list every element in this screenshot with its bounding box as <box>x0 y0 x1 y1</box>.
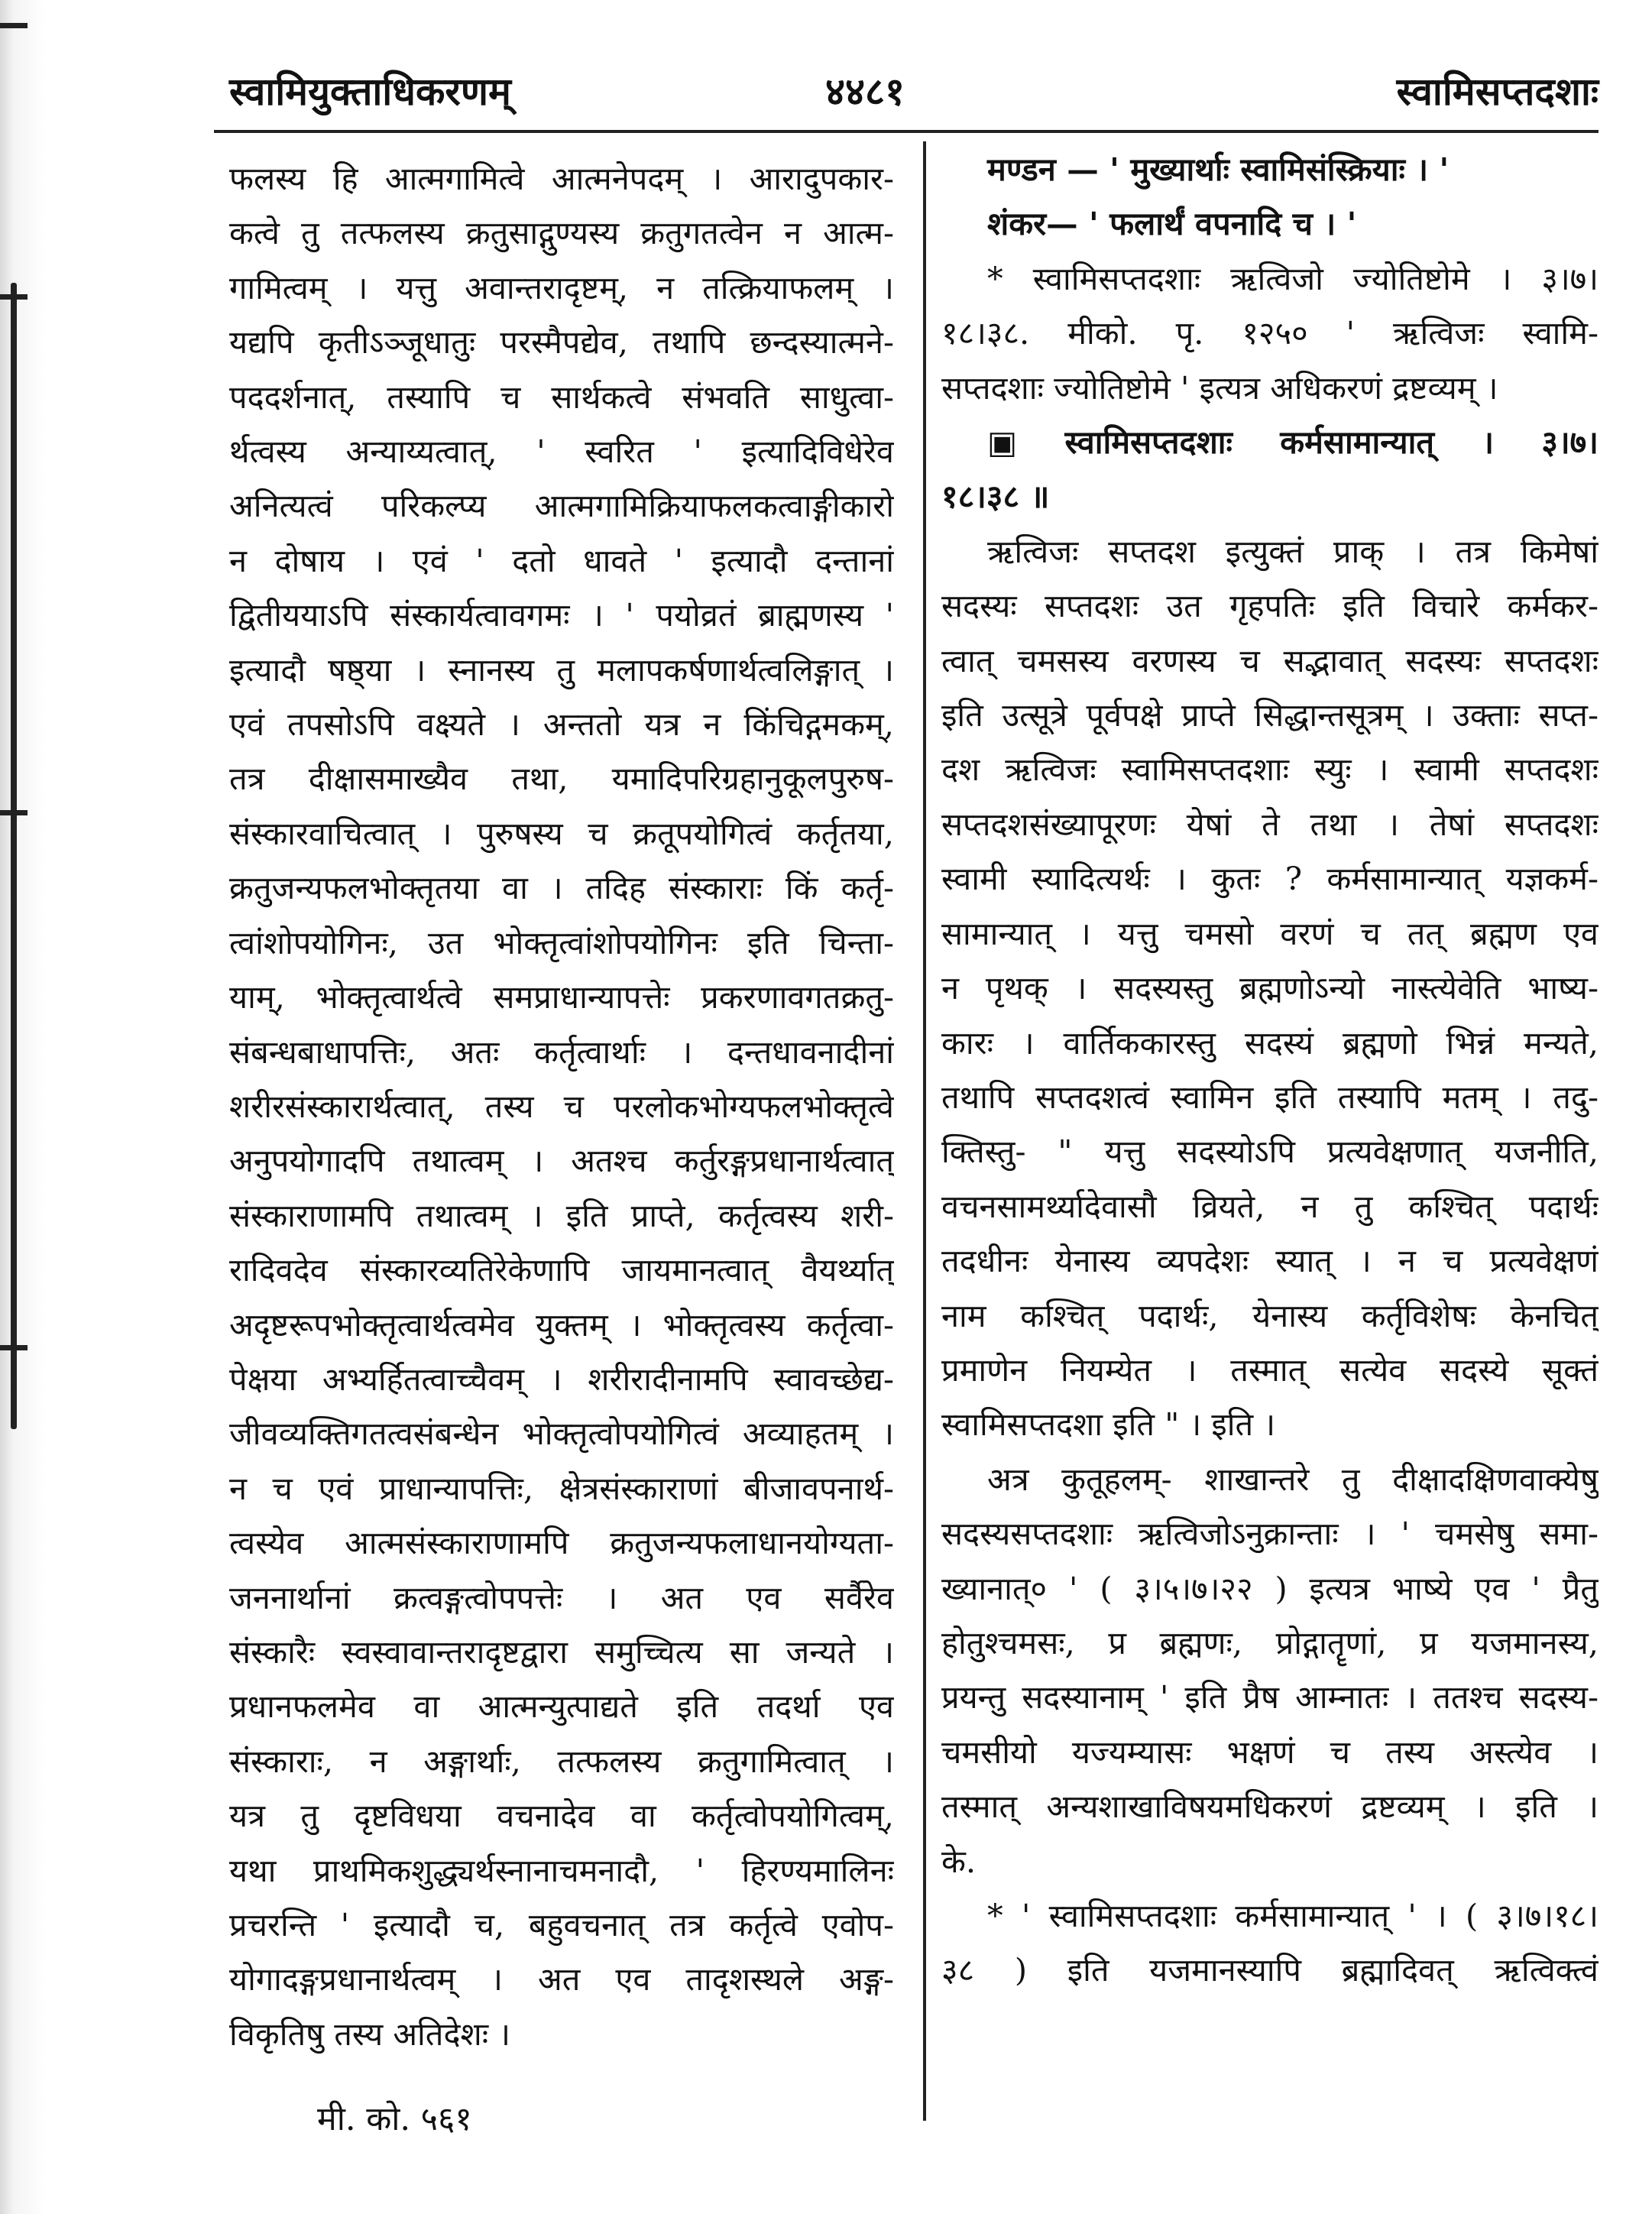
text-line: दश ऋत्विजः स्वामिसप्तदशाः स्युः । स्वामी सप्तदशः <box>941 750 1599 789</box>
text-line: क्तिस्तु- " यत्तु सदस्योऽपि प्रत्यवेक्षणात् यजनीति, <box>941 1133 1599 1171</box>
text-line: अनित्यत्वं परिकल्प्य आत्मगामिक्रियाफलकत्वाङ्गीकारो <box>229 487 894 525</box>
text-line: प्रधानफलमेव वा आत्मन्युत्पाद्यते इति तदर्था एव <box>229 1687 894 1726</box>
text-line: नाम कश्चित् पदार्थः, येनास्य कर्तृविशेषः केनचित् <box>941 1296 1599 1334</box>
text-line: सप्तदशाः ज्योतिष्टोमे ' इत्यत्र अधिकरणं द्रष्टव्यम् । <box>941 368 1498 407</box>
column-divider <box>923 141 926 2121</box>
left-column <box>229 151 894 2061</box>
text-line: होतुश्चमसः, प्र ब्रह्मणः, प्रोद्गातॄणां, प्र यजमानस्य, <box>941 1623 1599 1661</box>
commentary-paragraph <box>941 524 1599 1452</box>
text-line: न पृथक् । सदस्यस्तु ब्रह्मणोऽन्यो नास्त्येवेति भाष्य- <box>941 969 1599 1007</box>
text-line: अदृष्टरूपभोक्तृत्वार्थत्वमेव युक्तम् । भोक्तृत्वस्य कर्तृत्वा- <box>229 1305 894 1344</box>
text-line: ख्यानात्० ' ( ३।५।७।२२ ) इत्यत्र भाष्ये एव ' प्रैतु <box>941 1569 1599 1607</box>
text-line: शरीरसंस्कारार्थत्वात्, तस्य च परलोकभोग्यफलभोक्तृत्वे <box>229 1087 894 1125</box>
binding-tick <box>0 810 28 815</box>
text-line: सामान्यात् । यत्तु चमसो वरणं च तत् ब्रह्मण एव <box>941 914 1599 952</box>
text-line: जननार्थानां क्रत्वङ्गत्वोपपत्तेः । अत एव सर्वैरेव <box>229 1578 894 1616</box>
binding-tick <box>0 294 28 300</box>
text-line: ऋत्विजः सप्तदश इत्युक्तं प्राक् । तत्र किमेषां <box>987 532 1599 570</box>
text-line: संस्कारैः स्वस्वावान्तरादृष्टद्वारा समुच्चित्य सा जन्यते । <box>229 1632 894 1671</box>
binding-rule <box>11 283 17 1429</box>
text-line: १८।३८. मीको. पृ. १२५० ' ऋत्विजः स्वामि- <box>941 314 1599 352</box>
text-line: पददर्शनात्, तस्यापि च सार्थकत्वे संभवति साधुत्वा- <box>229 378 894 416</box>
text-line: जीवव्यक्तिगतत्वसंबन्धेन भोक्तृत्वोपयोगित्वं अव्याहतम् । <box>229 1415 894 1453</box>
text-line: अत्र कुतूहलम्- शाखान्तरे तु दीक्षादक्षिणवाक्येषु <box>987 1460 1599 1498</box>
text-line: तस्मात् अन्यशाखाविषयमधिकरणं द्रष्टव्यम् । इति । <box>941 1788 1599 1826</box>
sutra-heading <box>941 415 1599 524</box>
right-column <box>941 142 1599 1998</box>
text-line: यत्र तु दृष्टविधया वचनादेव वा कर्तृत्वोपयोगित्वम्, <box>229 1797 894 1835</box>
binding-tick <box>0 23 28 28</box>
text-line: वचनसामर्थ्यादेवासौ व्रियते, न तु कश्चित् पदार्थः <box>941 1187 1599 1225</box>
text-line: कत्वे तु तत्फलस्य क्रतुसाद्गुण्यस्य क्रतुगतत्वेन न आत्म- <box>229 214 894 252</box>
text-line: तत्र दीक्षासमाख्यैव तथा, यमादिपरिग्रहानुकूलपुरुष- <box>229 760 894 798</box>
text-line: विकृतिषु तस्य अतिदेशः । <box>229 2015 511 2053</box>
text-line: द्वितीययाऽपि संस्कार्यत्वावगमः । ' पयोव्रतं ब्राह्मणस्य ' <box>229 596 894 634</box>
text-line: तदधीनः येनास्य व्यपदेशः स्यात् । न च प्रत्यवेक्षणं <box>941 1242 1599 1280</box>
text-line: संबन्धबाधापत्तिः, अतः कर्तृत्वार्थाः । दन्तधावनादीनां <box>229 1032 894 1071</box>
text-line: संस्कारवाचित्वात् । पुरुषस्य च क्रतूपयोगित्वं कर्तृतया, <box>229 814 894 852</box>
footnote-paragraph <box>941 1888 1599 1998</box>
text-line: चमसीयो यज्यम्यासः भक्षणं च तस्य अस्त्येव । <box>941 1733 1599 1771</box>
text-line: यद्यपि कृतीऽञ्जूधातुः परस्मैपद्येव, तथापि छन्दस्यात्मने- <box>229 323 894 361</box>
text-line: अनुपयोगादपि तथात्वम् । अतश्च कर्तुरङ्गप्रधानार्थत्वात् <box>229 1142 894 1180</box>
text-line: स्वामी स्यादित्यर्थः । कुतः ? कर्मसामान्यात् यज्ञकर्म- <box>941 860 1599 898</box>
text-line: ▣ स्वामिसप्तदशाः कर्मसामान्यात् । ३।७। <box>987 423 1599 462</box>
text-line: इति उत्सूत्रे पूर्वपक्षे प्राप्ते सिद्धान्तसूत्रम् । उक्ताः सप्त- <box>941 696 1599 734</box>
text-line: क्रतुजन्यफलभोक्तृतया वा । तदिह संस्काराः किं कर्तृ- <box>229 869 894 907</box>
page-binding-edge <box>0 0 53 2214</box>
text-line: प्रचरन्ति ' इत्यादौ च, बहुवचनात् तत्र कर्तृत्वे एवोप- <box>229 1906 894 1943</box>
text-line: न च एवं प्राधान्यापत्तिः, क्षेत्रसंस्काराणां बीजावपनार्थ- <box>229 1469 894 1507</box>
shankara-quote: शंकर— ' फलार्थं वपनादि च । ' <box>987 205 1357 243</box>
header-rule <box>214 130 1599 133</box>
text-line: १८।३८ ॥ <box>941 478 1050 516</box>
mandana-quote: मण्डन — ' मुख्यार्थाः स्वामिसंस्क्रियाः । ' <box>987 151 1450 188</box>
cross-reference-paragraph <box>941 251 1599 415</box>
text-line: गामित्वम् । यत्तु अवान्तरादृष्टम्, न तत्क्रियाफलम् । <box>229 268 894 306</box>
text-line: तथापि सप्तदशत्वं स्वामिन इति तस्यापि मतम् । तदु- <box>941 1078 1599 1116</box>
running-header-right: स्वामिसप्तदशाः <box>1396 69 1599 114</box>
page-number: ४४८१ <box>825 69 905 114</box>
text-line: प्रमाणेन नियम्येत । तस्मात् सत्येव सदस्ये सूक्तं <box>941 1350 1599 1389</box>
text-line: त्वांशोपयोगिनः, उत भोक्तृत्वांशोपयोगिनः इति चिन्ता- <box>229 923 894 961</box>
text-line: प्रयन्तु सदस्यानाम् ' इति प्रैष आम्नातः । ततश्च सदस्य- <box>941 1678 1599 1716</box>
text-line: संस्काराणामपि तथात्वम् । इति प्राप्ते, कर्तृत्वस्य शरी- <box>229 1196 894 1234</box>
text-line: फलस्य हि आत्मगामित्वे आत्मनेपदम् । आरादुपकार- <box>229 160 894 197</box>
text-line: याम्, भोक्तृत्वार्थत्वे समप्राधान्यापत्तेः प्रकरणावगतक्रतु- <box>229 978 894 1016</box>
text-line: एवं तपसोऽपि वक्ष्यते । अन्ततो यत्र न किंचिद्गमकम्, <box>229 705 894 744</box>
kutuhala-paragraph <box>941 1452 1599 1888</box>
text-line: के. <box>941 1842 977 1880</box>
text-line: र्थत्वस्य अन्याय्यत्वात्, ' स्वरित ' इत्यादिविधेरेव <box>229 433 894 471</box>
text-line: रादिवदेव संस्कारव्यतिरेकेणापि जायमानत्वात् वैयर्थ्यात् <box>229 1251 894 1289</box>
text-line: त्वस्येव आत्मसंस्काराणामपि क्रतुजन्यफलाधानयोग्यता- <box>229 1524 894 1562</box>
text-line: संस्काराः, न अङ्गार्थाः, तत्फलस्य क्रतुगामित्वात् । <box>229 1742 894 1780</box>
text-line: सदस्यः सप्तदशः उत गृहपतिः इति विचारे कर्मकर- <box>941 587 1599 625</box>
text-line: * स्वामिसप्तदशाः ऋत्विजो ज्योतिष्टोमे । ३।७। <box>987 259 1599 297</box>
text-line: ३८ ) इति यजमानस्यापि ब्रह्मादिवत् ऋत्विक्त्वं <box>941 1951 1599 1989</box>
text-line: सदस्यसप्तदशाः ऋत्विजोऽनुक्रान्ताः । ' चमसेषु समा- <box>941 1515 1599 1553</box>
text-line: * ' स्वामिसप्तदशाः कर्मसामान्यात् ' । ( ३।७।१८। <box>987 1897 1599 1934</box>
text-line: योगादङ्गप्रधानार्थत्वम् । अत एव तादृशस्थले अङ्ग- <box>229 1960 894 1998</box>
binding-tick <box>0 1345 28 1350</box>
text-line: सप्तदशसंख्यापूरणः येषां ते तथा । तेषां सप्तदशः <box>941 805 1599 843</box>
page-signature: मी. को. ५६१ <box>317 2100 472 2138</box>
text-line: पेक्षया अभ्यर्हितत्वाच्चैवम् । शरीरादीनामपि स्वावच्छेद्य- <box>229 1360 894 1398</box>
text-line: त्वात् चमसस्य वरणस्य च सद्भावात् सदस्यः सप्तदशः <box>941 641 1599 679</box>
text-line: स्वामिसप्तदशा इति " । इति । <box>941 1405 1276 1444</box>
text-line: कारः । वार्तिककारस्तु सदस्यं ब्रह्मणो भिन्नं मन्यते, <box>941 1023 1599 1062</box>
running-header-left: स्वामियुक्ताधिकरणम् <box>229 69 511 114</box>
text-line: इत्यादौ षष्ठ्या । स्नानस्य तु मलापकर्षणार्थत्वलिङ्गात् । <box>229 650 894 689</box>
text-line: न दोषाय । एवं ' दतो धावते ' इत्यादौ दन्तानां <box>229 541 894 579</box>
text-line: यथा प्राथमिकशुद्ध्यर्थस्नानाचमनादौ, ' हिरण्यमालिनः <box>229 1851 894 1889</box>
